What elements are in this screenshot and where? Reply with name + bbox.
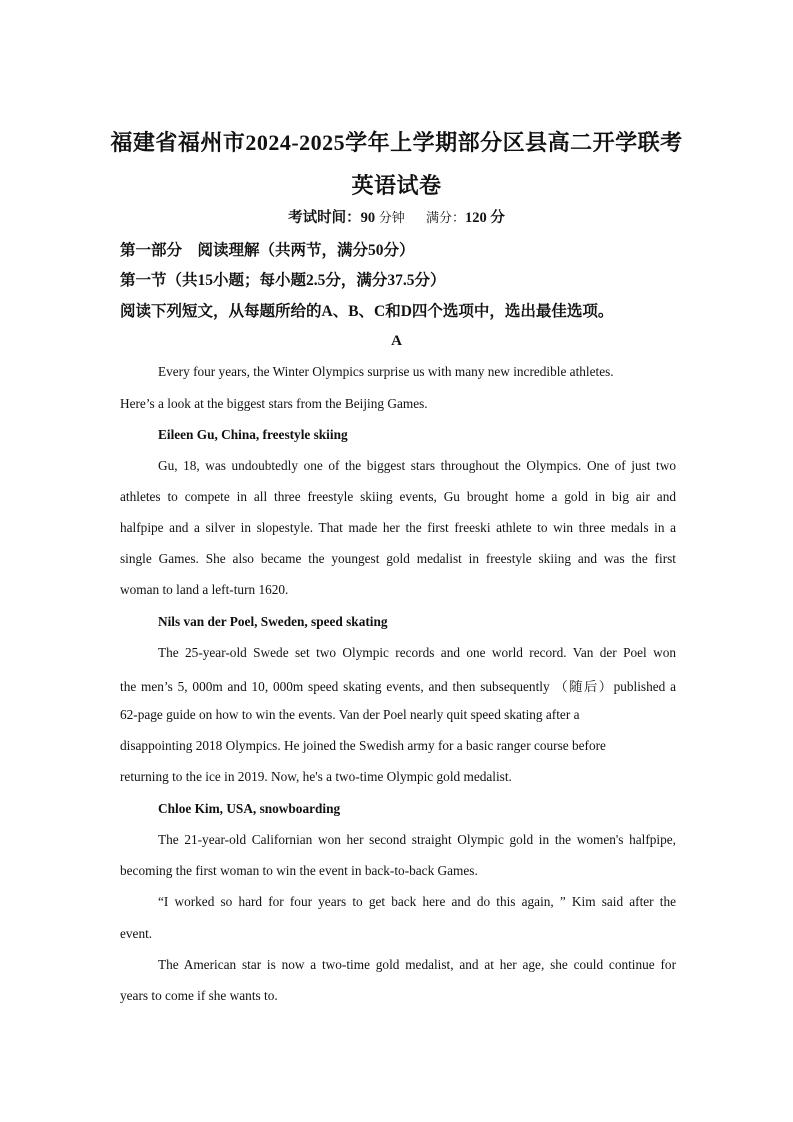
time-value: 90 bbox=[360, 210, 376, 226]
passage-line: Gu, 18, was undoubtedly one of the biggest stars throughout the Olympics. One of just two bbox=[158, 458, 676, 473]
passage-line: The American star is now a two-time gold medalist, and at her age, she could continue for bbox=[158, 957, 676, 972]
passage-line: halfpipe and a silver in slopestyle. That made her the first freeski athlete to win three medals in a bbox=[120, 520, 676, 535]
passage-line: returning to the ice in 2019. Now, he's a two-time Olympic gold medalist. bbox=[120, 769, 512, 784]
part-heading: 第一部分 阅读理解（共两节，满分50分） bbox=[120, 242, 415, 259]
passage-line: becoming the first woman to win the event in back-to-back Games. bbox=[120, 863, 478, 878]
athlete-heading-van-der-poel: Nils van der Poel, Sweden, speed skating bbox=[158, 614, 388, 629]
time-label: 考试时间： bbox=[288, 210, 361, 226]
passage-line: woman to land a left-turn 1620. bbox=[120, 582, 289, 597]
exam-subtitle: 英语试卷 bbox=[351, 173, 442, 198]
score-unit: 分 bbox=[490, 210, 505, 226]
time-unit: 分钟 bbox=[378, 210, 405, 225]
passage-line: Every four years, the Winter Olympics surprise us with many new incredible athletes. bbox=[158, 364, 614, 379]
passage-line: Here’s a look at the biggest stars from the Beijing Games. bbox=[120, 396, 428, 411]
score-label: 满分： bbox=[426, 210, 466, 225]
passage-line: athletes to compete in all three freestyle skiing events, Gu brought home a gold in big air and bbox=[120, 489, 676, 504]
passage-line: 62-page guide on how to win the events. Van der Poel nearly quit speed skating after a bbox=[120, 707, 580, 722]
passage-line: the men’s 5, 000m and 10, 000m speed skating events, and then subsequently （随后）published a bbox=[120, 679, 676, 694]
passage-line: years to come if she wants to. bbox=[120, 988, 278, 1003]
section-heading: 第一节（共15小题；每小题2.5分，满分37.5分） bbox=[120, 272, 446, 289]
passage-line: The 25-year-old Swede set two Olympic records and one world record. Van der Poel won bbox=[158, 645, 676, 660]
passage-line: single Games. She also became the youngest gold medalist in freestyle skiing and was the first bbox=[120, 551, 676, 566]
passage-line: disappointing 2018 Olympics. He joined the Swedish army for a basic ranger course before bbox=[120, 738, 606, 753]
passage-line: The 21-year-old Californian won her second straight Olympic gold in the women's halfpipe, bbox=[158, 832, 676, 847]
passage-letter: A bbox=[391, 333, 402, 349]
athlete-heading-kim: Chloe Kim, USA, snowboarding bbox=[158, 801, 341, 816]
passage-line: “I worked so hard for four years to get back here and do this again, ” Kim said after the bbox=[158, 894, 676, 909]
exam-meta bbox=[0, 206, 793, 227]
passage-line: event. bbox=[120, 926, 153, 941]
exam-title: 福建省福州市2024-2025学年上学期部分区县高二开学联考 bbox=[110, 130, 683, 155]
score-value: 120 bbox=[465, 210, 487, 226]
athlete-heading-gu: Eileen Gu, China, freestyle skiing bbox=[158, 427, 348, 442]
instruction-heading: 阅读下列短文，从每题所给的A、B、C和D四个选项中，选出最佳选项。 bbox=[120, 303, 614, 320]
